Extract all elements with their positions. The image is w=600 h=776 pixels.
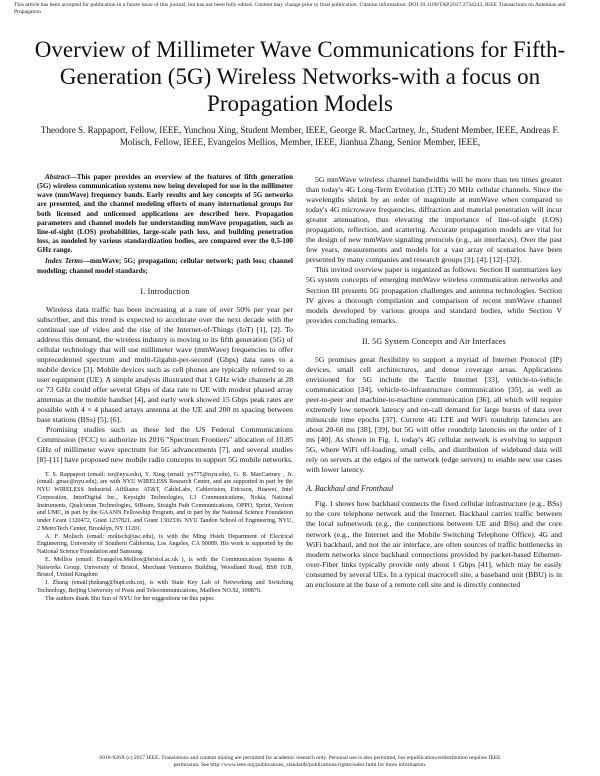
subsection-heading-backhaul: A. Backhaul and Fronthaul — [306, 484, 394, 494]
footnote-bristol: E. Mellios (email: Evangelos.Mellios@bristol.ac.uk ), is with the Communication Systems & Networks Group, University of Bristol, Merchant Venturers Building, Woodland Road, BS8 1UB, Bristol, United Kingdom — [37, 556, 293, 579]
abstract-label: Abstract — [45, 173, 70, 181]
intro-paragraph-2: Promising studies such as these led the US Federal Communications Commission (FCC) to authorize its 2016 "Spectrum Frontiers" allocation of 10.85 GHz of millimeter wave spectrum for 5G advancements [7], and several studies [8]–[11] have proposed new mobile radio concepts to support 5G mobile networks. — [37, 425, 293, 465]
footnote-nyu: T. S. Rappaport (email: tsr@nyu.edu), Y. Xing (email: yx775@nyu.edu), G. R. MacCartney , Jr. (email: gmac@nyu.edu), are with NYU WIRELESS Research Center, and are supported in part by the NYU WIRELESS Industrial Affiliates: AT&T, CableLabs, Cablevision, Ericsson, Huawei, Intel Corporation, InterDigital Inc., Keysight Technologies, L3 Communications, Nokia, National Instruments, Qualcomm Technologies, SiBeam, Straight Path Communications, OPPO, Sprint, Verizon and UMC, in part by the GAANN Fellowship Program, and in part by the National Science Foundation under Grant 1320472, Grant 1237821, and Grant 1302336. NYU Tandon School of Engineering, NYU, 2 MetroTech Center, Brooklyn, NY 11201. — [37, 471, 293, 532]
body-paragraph-5g-flexibility: 5G promises great flexibility to support a myriad of Internet Protocol (IP) devices, small cell architectures, and dense coverage areas. Applications envisioned for 5G include the Tactile Internet [33], vehicle-to-vehicle communication [34], vehicle-to-infrastructure communication [35], as well as peer-to-peer and machine-to-machine communication [36], all which will require extremely low network latency and on-call demand for large bursts of data over minuscule time epochs [37]. Current 4G LTE and WiFi roundtrip latencies are about 20-60 ms [38], [39], but 5G will offer roundtrip latencies on the order of 1 ms [40]. As shown in Fig. 1, today's 4G cellular network is evolving to support 5G, where WiFi off-loading, small cells, and distribution of wideband data will rely on servers at the edges of the network (edge servers) to enable new use cases with lower latency. — [306, 354, 562, 475]
body-paragraph-backhaul: Fig. 1 shows how backhaul connects the fixed cellular infrastructure (e.g., BSs) to the core telephone network and the Internet. Backhaul carries traffic between the local subnetwork (e.g., the connections between UE and BSs) and the core network (e.g., the Internet and the Mobile Switching Telephone Office). 4G and WiFi backhaul, and not the air interface, are often sources of traffic bottlenecks in modern networks since backhaul connections provided by packet-based Ethernet-over-Fiber links typically provide only about 1 Gbps [41], which may be easily consumed by several UEs. In a typical macrocell site, a baseband unit (BBU) is in an enclosure at the base of a remote cell site and is directly connected — [306, 499, 562, 589]
author-footnotes — [37, 472, 293, 604]
author-list: Theodore S. Rappaport, Fellow, IEEE, Yunchou Xing, Student Member, IEEE, George R. MacCartney, Jr., Student Member, IEEE, Andreas F. Molisch, Fellow, IEEE, Evangelos Mellios, Member, IEEE, Jianhua Zhang, Senior Member, IEEE, — [40, 125, 560, 148]
left-column — [37, 173, 293, 603]
footnote-bupt: J. Zhang (email:jhzhang@bupt.edu.cn), is with State Key Lab of Networking and Switching Technology, Beijing University of Posts and Telecommunications, Mailbox NO.92, 100876. — [37, 580, 293, 594]
journal-header-note: This article has been accepted for publication in a future issue of this journal, but has not been fully edited. Content may change prior to final publication. Citation information: DOI 10.1109/TAP.2017.2734243, IEEE Transactions on Antennas and Propagation — [14, 2, 566, 15]
paper-title: Overview of Millimeter Wave Communications for Fifth-Generation (5G) Wireless Networks-with a focus on Propagation Models — [34, 37, 566, 116]
section-heading-introduction: I. Introduction — [140, 286, 190, 296]
body-paragraph-organization: This invited overview paper is organized as follows: Section II summarizes key 5G system concepts of emerging mmWave wireless communication networks and Section III presents 5G propagation challenges and antenna technologies. Section IV gives a thorough compilation and comparison of recent mmWave channel models developed by various groups and standard bodies, while Section V provides concluding remarks. — [306, 265, 562, 325]
body-paragraph-bandwidth: 5G mmWave wireless channel bandwidths will be more than ten times greater than today's 4G Long-Term Evolution (LTE) 20 MHz cellular channels. Since the wavelengths shrink by an order of magnitude at mmWave when compared to today's 4G microwave frequencies, diffraction and material penetration will incur greater attenuation, thus elevating the importance of line-of-sight (LOS) propagation, reflection, and scattering. Accurate propagation models are vital for the design of new mmWave signaling protocols (e.g., air interfaces). Over the past few years, measurements and models for a vast array of scenarios have been presented by many companies and research groups [3], [4], [12]–[32]. — [306, 175, 562, 265]
index-terms-text: —mmWave; 5G; propagation; cellular network; path loss; channel modeling; channel model standards; — [37, 257, 293, 275]
abstract-text: —This paper provides an overview of the features of fifth generation (5G) wireless communication systems now being developed for use in the millimeter wave (mmWave) frequency bands. Early results and key concepts of 5G networks are presented, and the channel modeling efforts of many international groups for both licensed and unlicensed applications are described here. Propagation parameters and channel models for understanding mmWave propagation, such as line-of-sight (LOS) probabilities, large-scale path loss, and building penetration loss, as modeled by various standardization bodies, are compared over the 0.5-100 GHz range. — [37, 173, 293, 255]
right-column — [306, 175, 562, 590]
footnote-acknowledgement: The authors thank Shu Sun of NYU for her suggestions on this paper. — [45, 595, 215, 602]
intro-paragraph-1: Wireless data traffic has been increasing at a rate of over 50% per year per subscriber, and this trend is expected to accelerate over the next decade with the continual use of video and the rise of the Internet-of-Things (IoT) [1], [2]. To address this demand, the wireless industry is moving to its fifth generation (5G) of cellular technology that will use millimeter wave (mmWave) frequencies to offer unprecedented spectrum and multi-Gigabit-per-second (Gbps) data rates to a mobile device [3]. Mobile devices such as cell phones are typically referred to as user equipment (UE). A simple analysis illustrated that 1 GHz wide channels at 28 or 73 GHz could offer several Gbps of data rate to UE with modest phased array antennas at the mobile handset [4], and early work showed 15 Gbps peak rates are possible with 4 × 4 phased arrays antenna at the UE and 200 m spacing between base stations (BSs) [5], [6]. — [37, 304, 293, 425]
footnote-usc: A. F. Molisch (email: molisch@usc.edu), is with the Ming Hsieh Department of Electrical Engineering, University of Southern California, Los Angeles, CA 90089. His work is supported by the National Science Foundation and Samsung. — [37, 533, 293, 556]
section-heading-5g-concepts: II. 5G System Concepts and Air Interfaces — [362, 336, 506, 346]
index-terms-label: Index Terms — [45, 257, 83, 266]
copyright-footer: 0018-926X (c) 2017 IEEE. Translations and content mining are permitted for academic research only. Personal use is also permitted, but republication/redistribution requires IEEE permission. See http://www.ieee.org/publications_standards/publications/rights/index.html for more information. — [99, 755, 501, 768]
index-terms — [37, 257, 293, 275]
abstract — [37, 173, 293, 255]
